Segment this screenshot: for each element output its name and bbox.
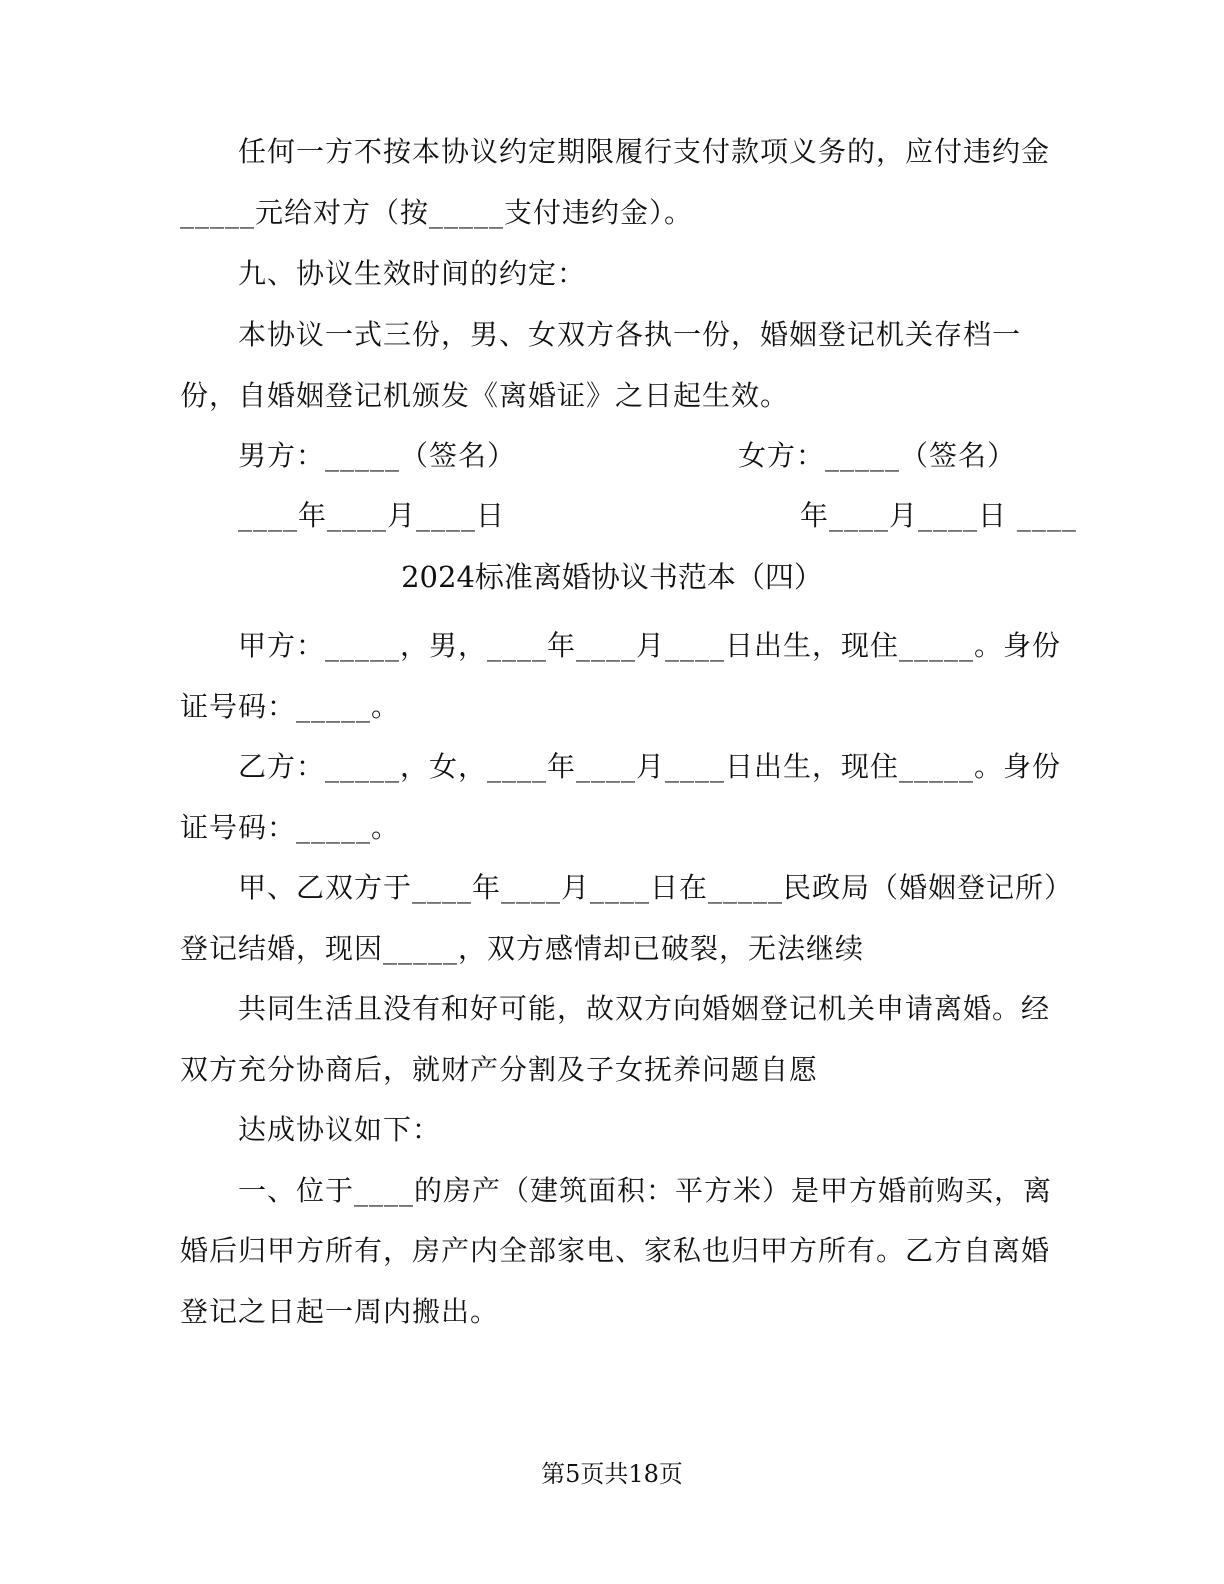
text-line: 甲、乙双方于____年____月____日在_____民政局（婚姻登记所） <box>238 871 1074 904</box>
section-heading: 九、协议生效时间的约定： <box>238 257 587 290</box>
text-line: _____元给对方（按_____支付违约金）。 <box>180 196 694 229</box>
page-footer: 第5页共18页 <box>541 1460 683 1488</box>
male-date-line: ____年____月____日 <box>238 499 506 532</box>
text-line: 本协议一式三份，男、女双方各执一份，婚姻登记机关存档一 <box>238 318 1022 351</box>
text-line: 登记结婚，现因_____，双方感情却已破裂，无法继续 <box>180 932 865 965</box>
text-line: 证号码：_____。 <box>180 690 401 723</box>
section-title: 2024标准离婚协议书范本（四） <box>401 560 823 594</box>
text-line: 登记之日起一周内搬出。 <box>180 1295 500 1328</box>
text-line: 份，自婚姻登记机颁发《离婚证》之日起生效。 <box>180 379 790 412</box>
text-line: 双方充分协商后，就财产分割及子女抚养问题自愿 <box>180 1053 819 1086</box>
text-line: 乙方：_____，女，____年____月____日出生，现住_____。身份 <box>238 750 1062 783</box>
text-line: 任何一方不按本协议约定期限履行支付款项义务的，应付违约金 <box>238 135 1051 168</box>
male-signature-line: 男方：_____（签名） <box>238 439 517 472</box>
text-line: 一、位于____的房产（建筑面积：平方米）是甲方婚前购买，离 <box>238 1174 1053 1207</box>
text-line: 甲方：_____，男，____年____月____日出生，现住_____。身份 <box>238 629 1062 662</box>
text-line: 婚后归甲方所有，房产内全部家电、家私也归甲方所有。乙方自离婚 <box>180 1234 1051 1267</box>
female-signature-line: 女方：_____（签名） <box>738 439 1017 472</box>
text-line: 共同生活且没有和好可能，故双方向婚姻登记机关申请离婚。经 <box>238 992 1051 1025</box>
female-date-line: 年____月____日 ____ <box>800 499 1077 532</box>
text-line: 达成协议如下： <box>238 1113 442 1146</box>
text-line: 证号码：_____。 <box>180 811 401 844</box>
